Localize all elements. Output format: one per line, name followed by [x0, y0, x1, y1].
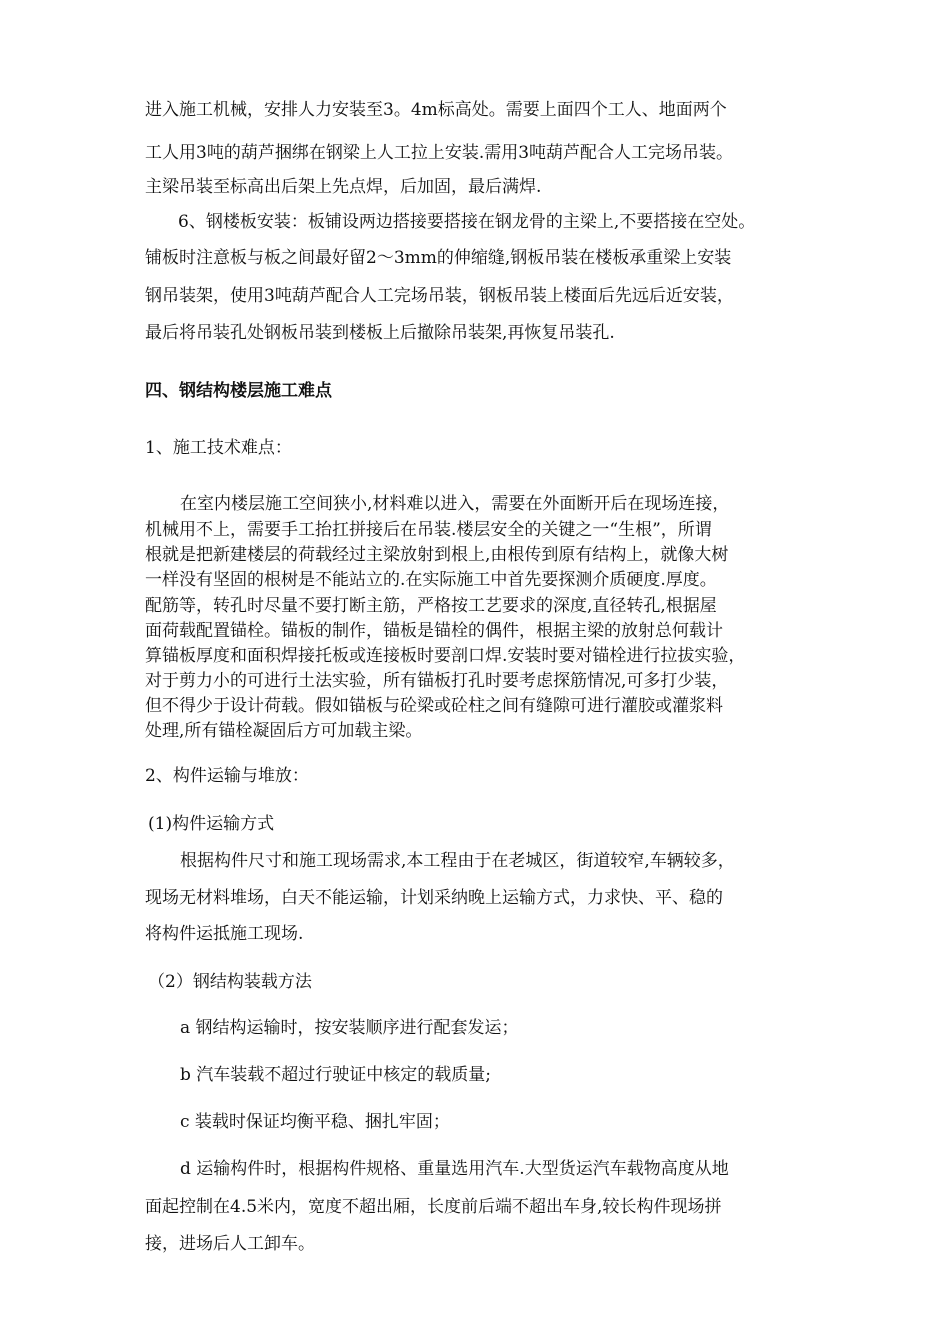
difficulty-line-2: 机械用不上，需要手工抬扛拼接后在吊装.楼层安全的关键之一“生根”，所谓	[145, 520, 712, 540]
item-d-line-3: 接，进场后人工卸车。	[145, 1234, 315, 1254]
item-d-line-2: 面起控制在4.5米内，宽度不超出厢，长度前后端不超出车身,较长构件现场拼	[145, 1197, 722, 1217]
item6-line-3: 钢吊装架，使用3吨葫芦配合人工完场吊装，钢板吊装上楼面后先远后近安装，	[145, 286, 734, 306]
difficulty-line-7: 算锚板厚度和面积焊接托板或连接板时要剖口焊.安装时要对锚栓进行拉拔实验，	[145, 646, 746, 666]
loading-item-b: b 汽车装载不超过行驶证中核定的载质量;	[180, 1065, 492, 1085]
intro-line-3: 主梁吊装至标高出后架上先点焊，后加固，最后满焊.	[145, 177, 542, 197]
loading-item-a: a 钢结构运输时，按安装顺序进行配套发运；	[180, 1018, 519, 1038]
intro-line-2: 工人用3吨的葫芦捆绑在钢梁上人工拉上安装.需用3吨葫芦配合人工完场吊装。	[145, 143, 734, 163]
sub2-title: 2、构件运输与堆放：	[145, 766, 309, 786]
loading-title: （2）钢结构装载方法	[148, 972, 312, 992]
difficulty-line-10: 处理,所有锚栓凝固后方可加载主梁。	[145, 721, 423, 741]
section4-heading: 四、钢结构楼层施工难点	[145, 381, 332, 401]
difficulty-line-8: 对于剪力小的可进行土法实验，所有锚板打孔时要考虑探筋情况,可多打少装，	[145, 671, 729, 691]
difficulty-line-3: 根就是把新建楼层的荷载经过主梁放射到根上,由根传到原有结构上，就像大树	[145, 545, 729, 565]
difficulty-line-9: 但不得少于设计荷载。假如锚板与砼梁或砼柱之间有缝隙可进行灌胶或灌浆料	[145, 696, 723, 716]
intro-line-1: 进入施工机械，安排人力安装至3。4m标高处。需要上面四个工人、地面两个	[145, 100, 727, 120]
transport-line-3: 将构件运抵施工现场.	[145, 924, 304, 944]
difficulty-line-5: 配筋等，转孔时尽量不要打断主筋，严格按工艺要求的深度,直径转孔,根据屋	[145, 596, 717, 616]
item6-line-4: 最后将吊装孔处钢板吊装到楼板上后撤除吊装架,再恢复吊装孔.	[145, 323, 615, 343]
difficulty-line-6: 面荷载配置锚栓。锚板的制作，锚板是锚栓的偶件，根据主梁的放射总何载计	[145, 621, 723, 641]
sub1-title: 1、施工技术难点：	[145, 438, 292, 458]
item-d-line-1: d 运输构件时，根据构件规格、重量选用汽车.大型货运汽车载物高度从地	[180, 1159, 729, 1179]
item6-line-1: 6、钢楼板安装：板铺设两边搭接要搭接在钢龙骨的主梁上,不要搭接在空处。	[178, 212, 756, 232]
item6-line-2: 铺板时注意板与板之间最好留2～3mm的伸缩缝,钢板吊装在楼板承重梁上安装	[145, 248, 732, 268]
transport-line-2: 现场无材料堆场，白天不能运输，计划采纳晚上运输方式，力求快、平、稳的	[145, 888, 723, 908]
transport-method-title: (1)构件运输方式	[148, 814, 275, 834]
difficulty-line-4: 一样没有坚固的根树是不能站立的.在实际施工中首先要探测介质硬度.厚度。	[145, 570, 717, 590]
difficulty-line-1: 在室内楼层施工空间狭小,材料难以进入，需要在外面断开后在现场连接，	[180, 494, 730, 514]
loading-item-c: c 装载时保证均衡平稳、捆扎牢固；	[180, 1112, 450, 1132]
transport-line-1: 根据构件尺寸和施工现场需求,本工程由于在老城区，街道较窄,车辆较多，	[180, 851, 735, 871]
